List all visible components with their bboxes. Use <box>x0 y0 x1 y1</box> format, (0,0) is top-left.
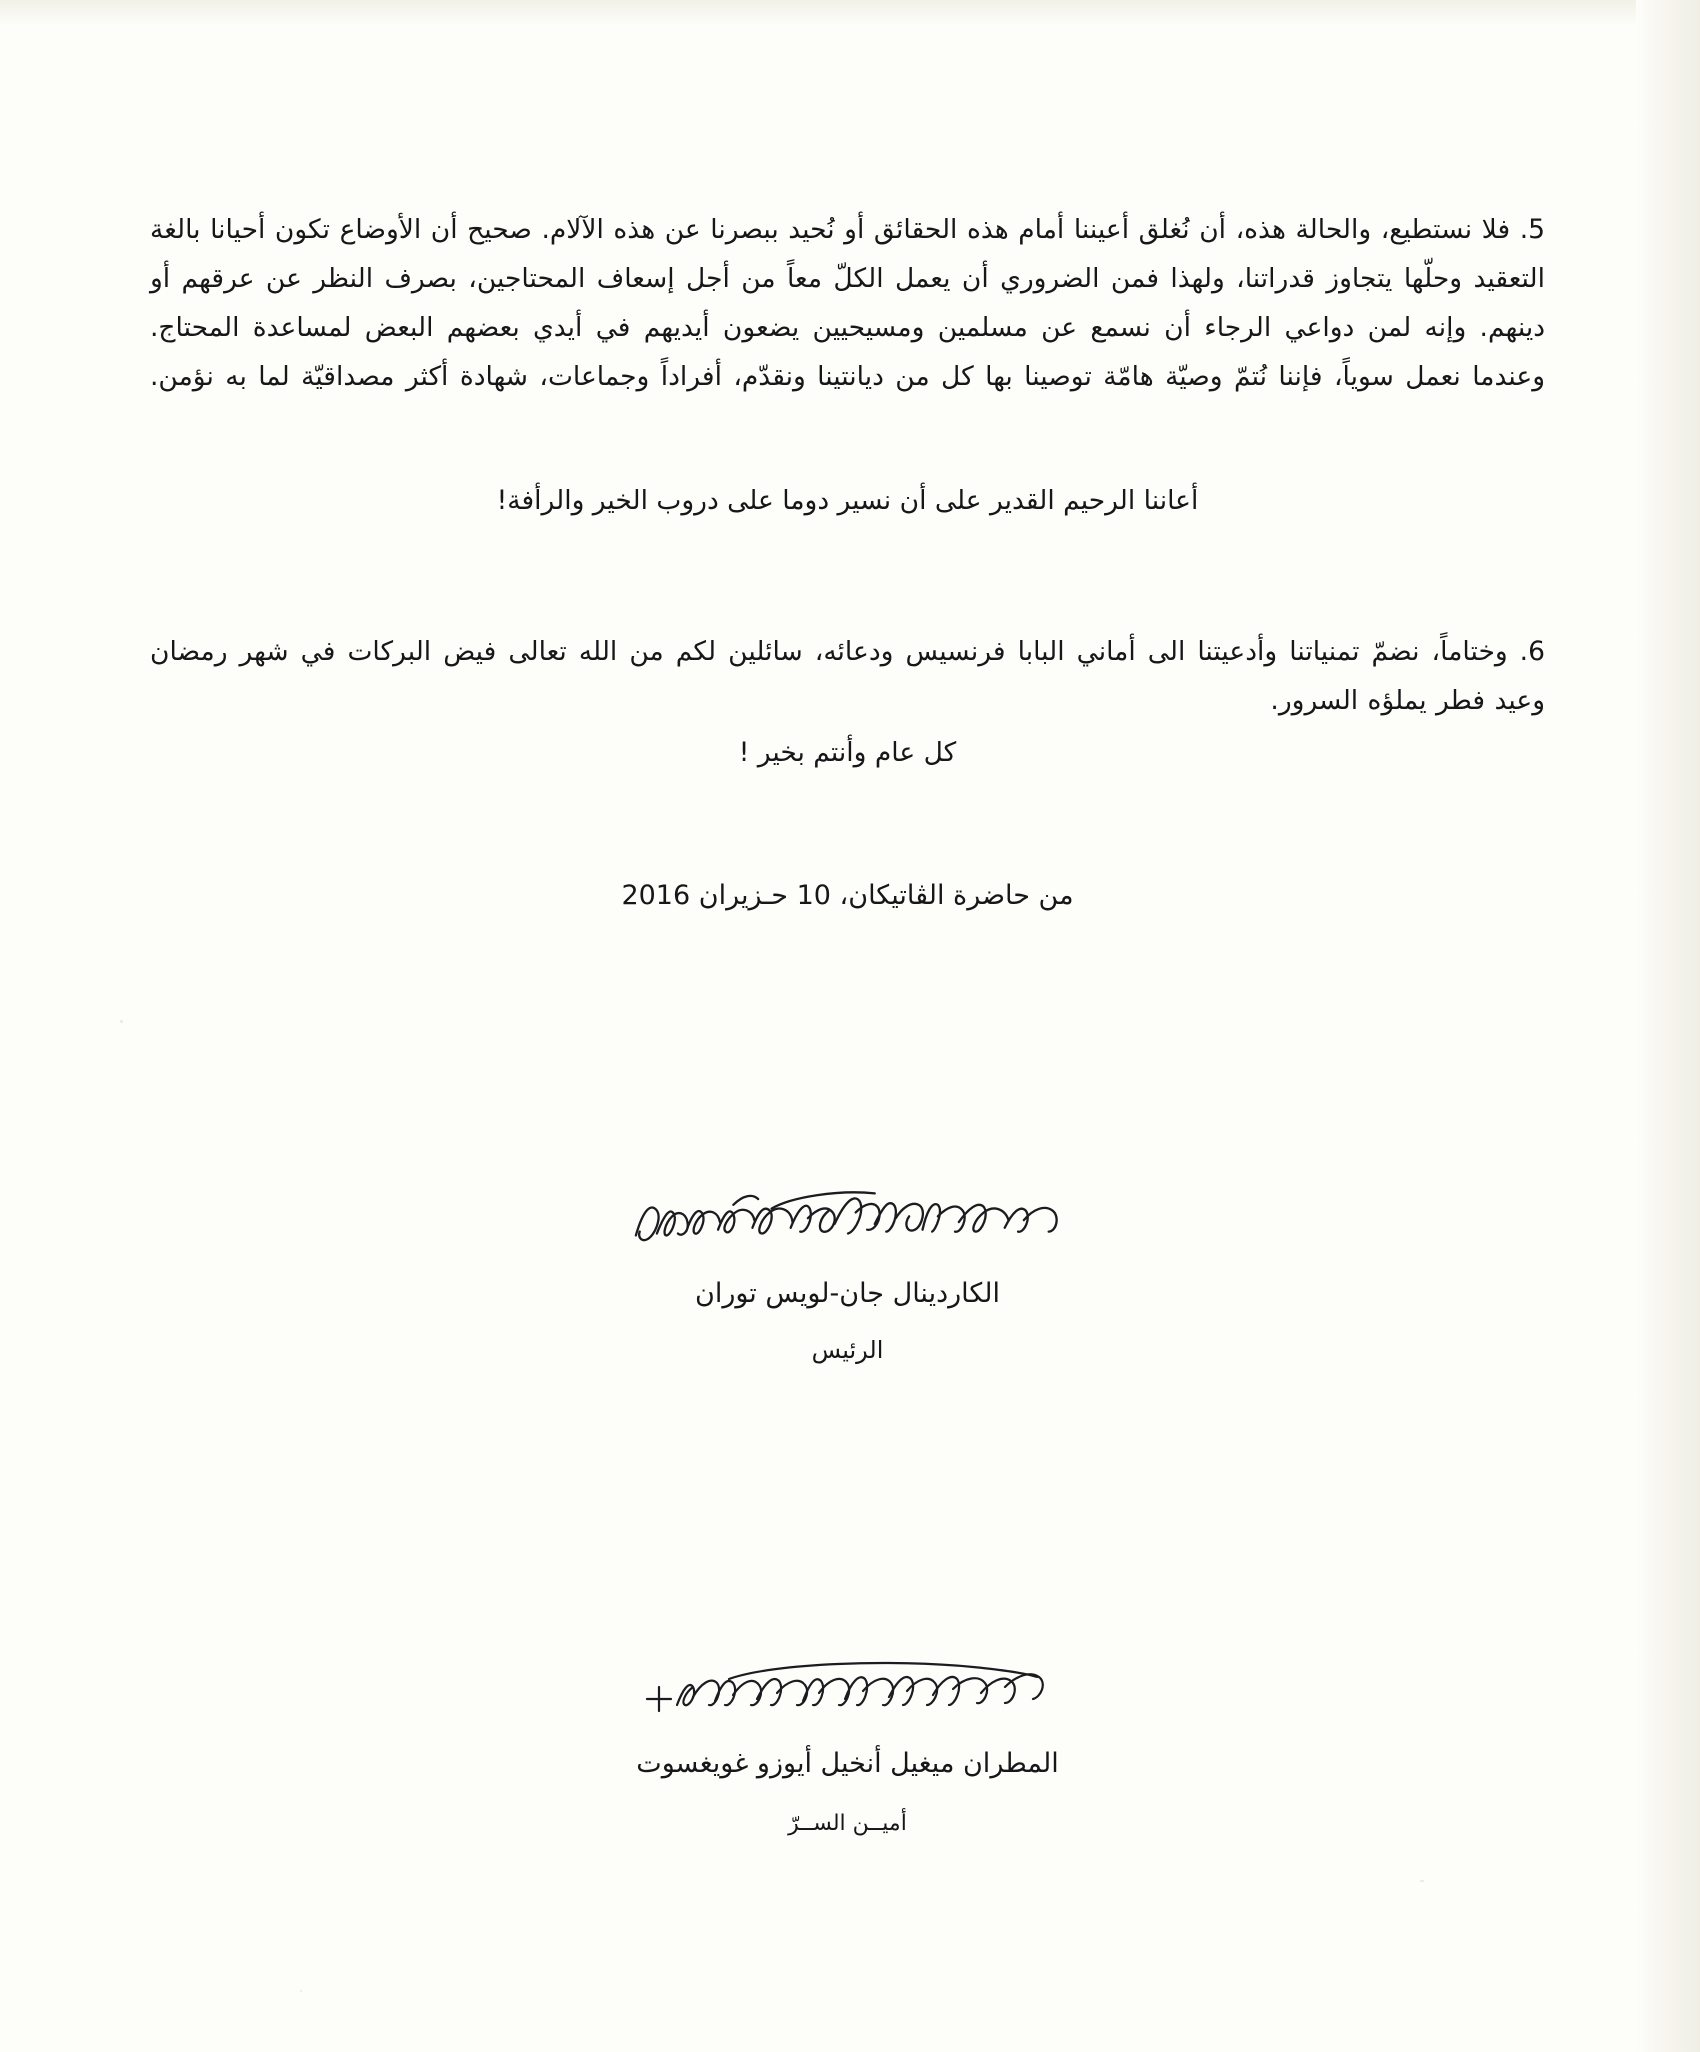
handwritten-signature-ayuso-icon <box>633 1650 1063 1736</box>
place-and-date: من حاضرة الڤاتيكان، 10 حـزيران 2016 <box>621 880 1074 911</box>
signature-block-secretary <box>150 1650 1545 1844</box>
paragraph-5: 5. فلا نستطيع، والحالة هذه، أن نُغلق أعيننا أمام هذه الحقائق أو نُحيد ببصرنا عن هذه الآلام. صحيح أن الأوضاع تكون أحيانا بالغة التعقيد وحلّها يتجاوز قدراتنا، ولهذا فمن الضروري أن يعمل الكلّ معاً من أجل إسعاف المحتاجين، بصرف النظر عن عرقهم أو دينهم. وإنه لمن دواعي الرجاء أن نسمع عن مسلمين ومسيحيين يضعون أيديهم في أيدي بعضهم البعض لمساعدة المحتاج. وعندما نعمل سوياً، فإننا نُتمّ وصيّة هامّة توصينا بها كل من ديانتينا ونقدّم، أفراداً وجماعات، شهادة أكثر مصداقيّة لما به نؤمن. <box>150 213 1545 392</box>
prayer-line: أعاننا الرحيم القدير على أن نسير دوما على دروب الخير والرأفة! <box>496 485 1199 516</box>
signature-block-president <box>150 1180 1545 1370</box>
signature-title-secretary: أميــن الســرّ <box>788 1811 907 1836</box>
signature-name-secretary: المطران ميغيل أنخيل أيوزو غويغسوت <box>636 1748 1059 1779</box>
signature-title-president: الرئيس <box>811 1336 884 1364</box>
greeting-line: كل عام وأنتم بخير ! <box>738 737 957 768</box>
handwritten-signature-tauran-icon <box>608 1180 1088 1266</box>
signature-name-president: الكاردينال جان-لويس توران <box>694 1278 1001 1309</box>
paragraph-6: 6. وختاماً، نضمّ تمنياتنا وأدعيتنا الى أماني البابا فرنسيس ودعائه، سائلين لكم من الله تعالى فيض البركات في شهر رمضان وعيد فطر يملؤه السرور. <box>150 635 1545 716</box>
